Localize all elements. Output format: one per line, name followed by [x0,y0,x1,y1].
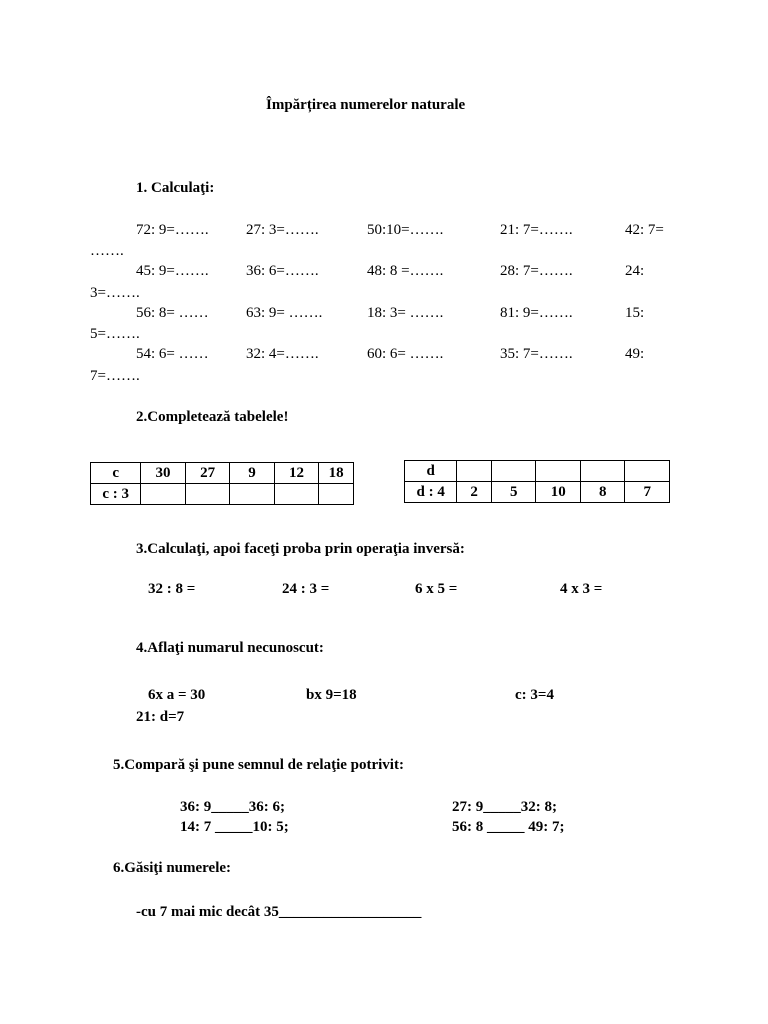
table-cell[interactable] [185,484,230,505]
exercise-2-heading: 2.Completează tabelele! [136,409,289,425]
ex3-item: 24 : 3 = [282,581,330,597]
table-cell[interactable] [274,484,319,505]
ex5-item: 36: 9_____36: 6; [180,799,285,815]
ex5-item: 27: 9_____32: 8; [452,799,557,815]
page-title: Împărțirea numerelor naturale [266,97,466,113]
ex1-wrap: 3=……. [90,285,140,301]
ex1-item: 50:10=……. [367,222,444,238]
ex6-item: -cu 7 mai mic decât 35___________________ [136,904,422,920]
table-cell: 5 [491,482,535,503]
ex4-item: c: 3=4 [515,687,554,703]
table-row [91,463,354,484]
ex1-item: 49: [625,346,645,362]
ex4-item: 21: d=7 [136,709,185,725]
table-label: d [405,461,457,482]
ex5-item: 14: 7 _____10: 5; [180,819,289,835]
table-label: d : 4 [405,482,457,503]
ex5-item: 56: 8 _____ 49: 7; [452,819,565,835]
exercise-3-heading: 3.Calculaţi, apoi faceţi proba prin operaţia inversă: [136,541,465,557]
table-cell: 27 [185,463,230,484]
table-label: c [91,463,141,484]
ex1-item: 28: 7=……. [500,263,573,279]
ex3-item: 32 : 8 = [148,581,196,597]
table-cell[interactable] [457,461,492,482]
ex1-item: 60: 6= ……. [367,346,444,362]
ex1-wrap: 7=……. [90,368,140,384]
table-cell[interactable] [319,484,354,505]
table-cell[interactable] [536,461,581,482]
ex1-item: 15: [625,305,645,321]
table-row [405,482,670,503]
ex1-item: 35: 7=……. [500,346,573,362]
ex1-item: 56: 8= …… [136,305,209,321]
table-cell: 30 [141,463,186,484]
table-row [91,484,354,505]
table-cell: 18 [319,463,354,484]
exercise-1-heading: 1. Calculaţi: [136,180,215,196]
ex1-item: 21: 7=……. [500,222,573,238]
ex1-wrap: 5=……. [90,326,140,342]
ex4-item: 6x a = 30 [148,687,206,703]
ex1-item: 63: 9= ……. [246,305,323,321]
table-cell[interactable] [491,461,535,482]
ex1-item: 24: [625,263,645,279]
ex1-item: 54: 6= …… [136,346,209,362]
table-cell[interactable] [141,484,186,505]
ex3-item: 6 x 5 = [415,581,458,597]
ex4-item: bx 9=18 [306,687,357,703]
ex1-item: 81: 9=……. [500,305,573,321]
table-cell: 9 [230,463,274,484]
table-row [405,461,670,482]
table-c [90,462,354,505]
ex1-item: 72: 9=……. [136,222,209,238]
exercise-6-heading: 6.Găsiţi numerele: [113,860,232,876]
table-cell[interactable] [625,461,670,482]
table-cell[interactable] [230,484,274,505]
table-cell: 12 [274,463,319,484]
exercise-4-heading: 4.Aflaţi numarul necunoscut: [136,640,324,656]
table-cell: 10 [536,482,581,503]
table-d [404,460,670,503]
table-label: c : 3 [91,484,141,505]
ex1-wrap: ……. [90,243,124,259]
table-cell: 8 [581,482,625,503]
ex1-item: 45: 9=……. [136,263,209,279]
ex1-item: 18: 3= ……. [367,305,444,321]
ex1-item: 48: 8 =……. [367,263,444,279]
exercise-5-heading: 5.Compară şi pune semnul de relaţie potrivit: [113,757,404,773]
ex3-item: 4 x 3 = [560,581,603,597]
ex1-item: 36: 6=……. [246,263,319,279]
table-cell[interactable] [581,461,625,482]
ex1-item: 32: 4=……. [246,346,319,362]
table-cell: 7 [625,482,670,503]
table-cell: 2 [457,482,492,503]
ex1-item: 27: 3=……. [246,222,319,238]
ex1-item: 42: 7= [625,222,664,238]
